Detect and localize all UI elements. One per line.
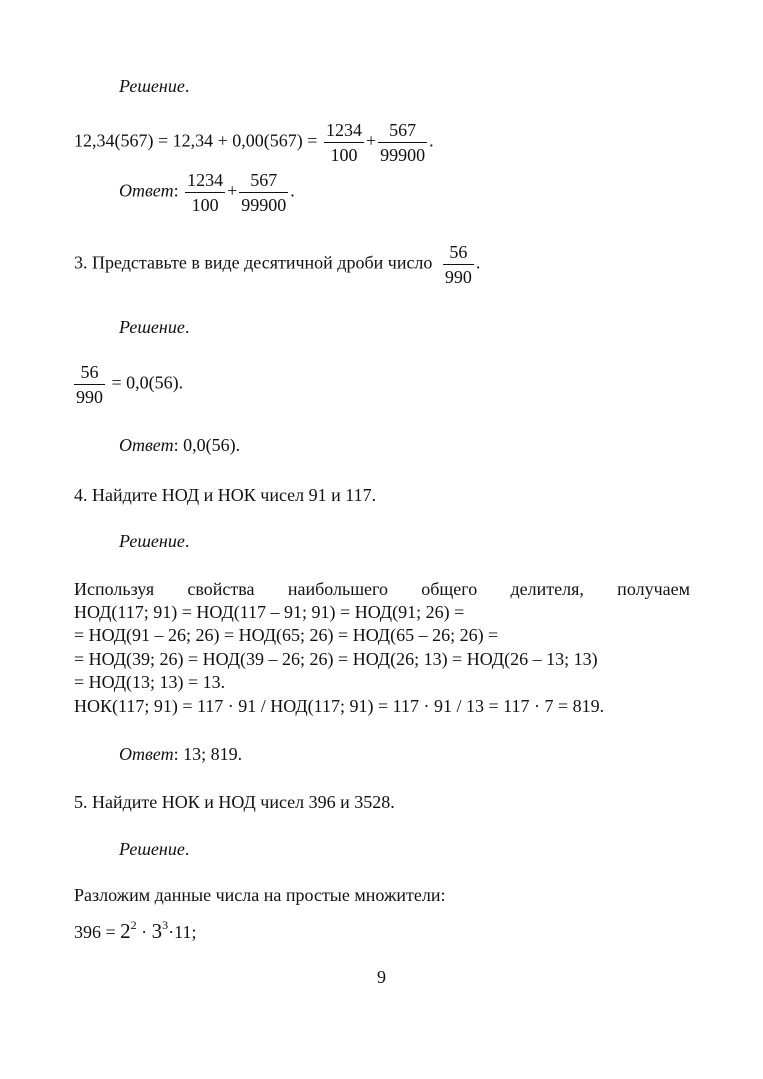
solution-4-intro: Используя свойства наибольшего общего делителя, получаем	[74, 579, 690, 599]
fraction-1234-100: $\frac{1234}{100}$	[325, 120, 362, 165]
problem-3: 3. Представьте в виде десятичной дроби число $\frac{56}{990}$ .	[74, 242, 481, 287]
fraction-56-990: $\frac{56}{990}$	[76, 362, 103, 407]
answer-1: Ответ: $\frac{1234}{100}$ + $\frac{567}{99900}$ .	[119, 170, 295, 215]
problem-4: 4. Найдите НОД и НОК чисел 91 и 117.	[74, 485, 377, 505]
page-number: 9	[377, 967, 386, 987]
answer-4: Ответ: 13; 819.	[119, 744, 243, 764]
answer-fraction-1234-100: $\frac{1234}{100}$	[187, 170, 224, 215]
solution-4-line: НОК(117; 91) = 117 · 91 / НОД(117; 91) = 117 · 91 / 13 = 117 · 7 = 819.	[74, 696, 605, 716]
solution-4-line: = НОД(91 – 26; 26) = НОД(65; 26) = НОД(65 – 26; 26) =	[74, 625, 499, 645]
solution-label: Решение.	[119, 531, 190, 551]
problem-5: 5. Найдите НОК и НОД чисел 396 и 3528.	[74, 792, 395, 812]
solution-5-intro: Разложим данные числа на простые множители:	[74, 885, 446, 905]
solution-4-line: НОД(117; 91) = НОД(117 – 91; 91) = НОД(91; 26) =	[74, 602, 465, 622]
solution-4-line: = НОД(13; 13) = 13.	[74, 672, 226, 692]
solution-4-line: = НОД(39; 26) = НОД(39 – 26; 26) = НОД(26; 13) = НОД(26 – 13; 13)	[74, 649, 598, 669]
solution-label: Решение.	[119, 76, 190, 96]
answer-3: Ответ: 0,0(56).	[119, 435, 241, 455]
fraction-56-990: $\frac{56}{990}$	[444, 242, 472, 287]
solution-label: Решение.	[119, 839, 190, 859]
solution-label: Решение.	[119, 317, 190, 337]
answer-fraction-567-99900: $\frac{567}{99900}$	[241, 170, 287, 215]
formula-repeating-decimal: 12,34(567) = 12,34 + 0,00(567) = $\frac{1234}{100}$ + $\frac{567}{99900}$ .	[74, 120, 434, 165]
formula-56-990: $\frac{56}{990}$ = 0,0(56).	[76, 362, 184, 407]
fraction-567-99900: $\frac{567}{99900}$	[380, 120, 426, 165]
factorization-396: $396 = 2^2 \cdot 3^3\cdot 11$;	[74, 918, 197, 943]
formula-lhs: 12,34(567) = 12,34 + 0,00(567) =	[74, 130, 318, 151]
